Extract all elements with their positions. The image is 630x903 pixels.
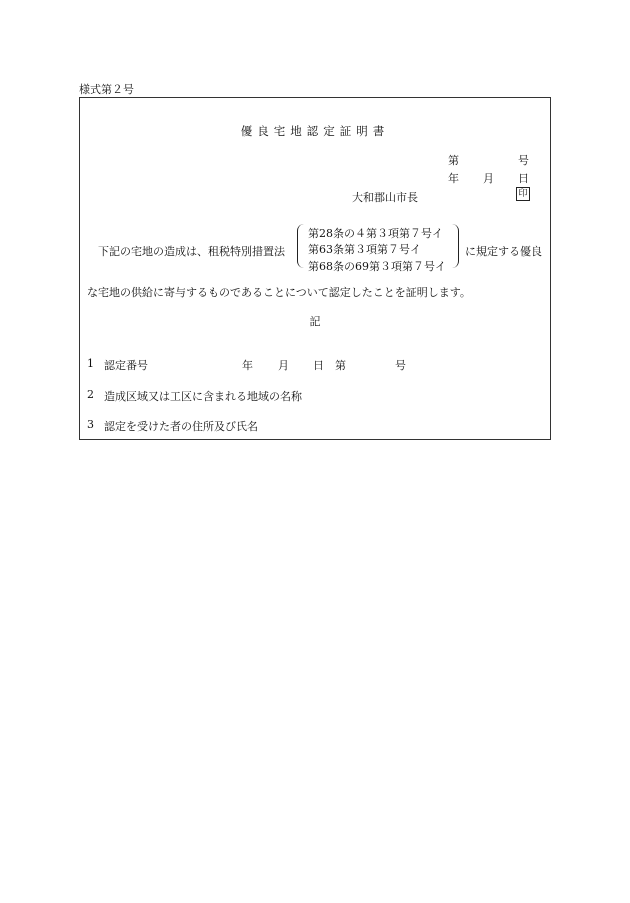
cert-date-year: 年 (242, 359, 253, 372)
law-option: 第63条第３項第７号イ (308, 243, 421, 256)
item-label-certification-number: 認定番号 (104, 359, 148, 372)
issue-date-year: 年 (448, 172, 459, 185)
cert-number-prefix: 第 (335, 359, 346, 372)
body-second-line: な宅地の供給に寄与するものであることについて認定したことを証明します。 (87, 286, 471, 299)
law-option: 第68条の69第３項第７号イ (308, 260, 446, 273)
body-tail-text: に規定する優良 (465, 245, 542, 258)
item-number: 2 (87, 388, 94, 401)
issue-date-month: 月 (483, 172, 494, 185)
item-label-recipient: 認定を受けた者の住所及び氏名 (104, 420, 258, 433)
ki-heading: 記 (309, 315, 321, 328)
item-number: 1 (87, 357, 94, 370)
issue-number-prefix: 第 (448, 154, 459, 167)
law-option: 第28条の４第３項第７号イ (308, 227, 443, 240)
cert-date-day: 日 (313, 359, 324, 372)
issuer-name: 大和郡山市長 (352, 191, 418, 204)
issue-number-suffix: 号 (518, 154, 529, 167)
cert-number-suffix: 号 (395, 359, 406, 372)
cert-date-month: 月 (278, 359, 289, 372)
issue-date-day: 日 (518, 172, 529, 185)
seal-stamp (516, 187, 530, 201)
item-label-area-name: 造成区域又は工区に含まれる地域の名称 (104, 390, 302, 403)
form-number: 様式第２号 (79, 83, 134, 96)
item-number: 3 (87, 418, 94, 431)
certificate-frame (79, 97, 551, 440)
document-title: 優良宅地認定証明書 (240, 124, 390, 138)
seal-label: 印 (518, 189, 528, 199)
body-lead-text: 下記の宅地の造成は、租税特別措置法 (98, 245, 285, 258)
